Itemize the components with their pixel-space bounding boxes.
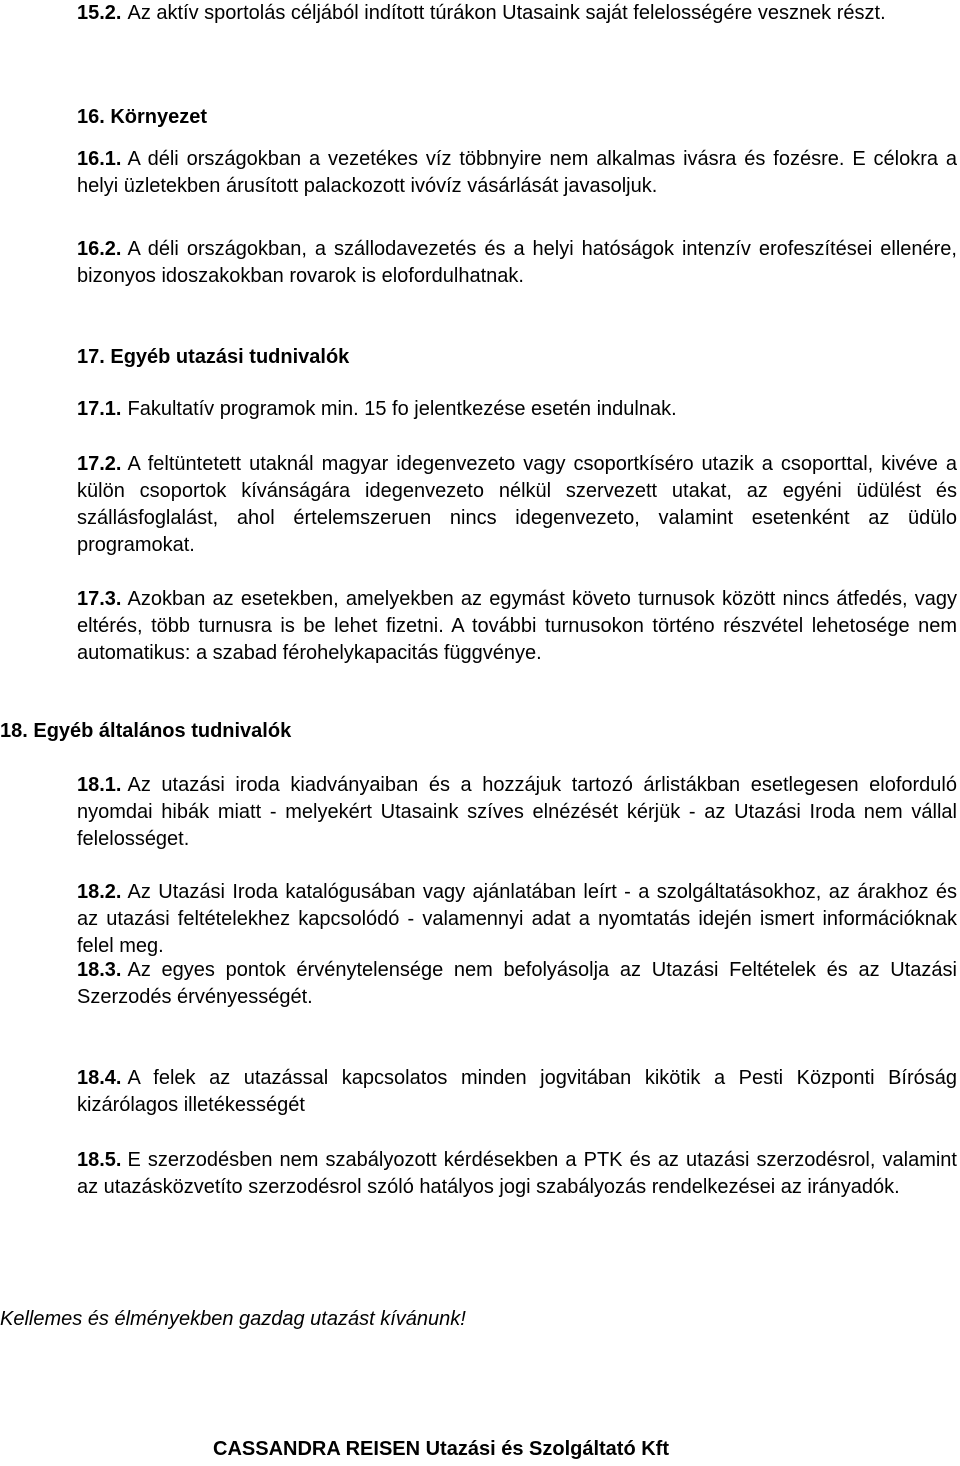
paragraph-text: Fakultatív programok min. 15 fo jelentkezése esetén indulnak.	[127, 398, 677, 420]
paragraph-number: 15.2.	[77, 2, 122, 24]
paragraph-text: Az egyes pontok érvénytelensége nem befolyásolja az Utazási Feltételek és az Utazási Szerzodés érvényességét.	[77, 959, 957, 1008]
paragraph-number: 16.2.	[77, 238, 122, 260]
paragraph-number: 16.1.	[77, 148, 122, 170]
paragraph-17-2	[77, 451, 957, 559]
paragraph-text: A déli országokban a vezetékes víz többnyire nem alkalmas ivásra és fozésre. E célokra a helyi üzletekben árusított palackozott ivóvíz vásárlását javasoljuk.	[77, 148, 957, 197]
paragraph-18-5	[77, 1147, 957, 1201]
paragraph-16-1	[77, 146, 957, 200]
section-heading-18: 18. Egyéb általános tudnivalók	[0, 720, 292, 742]
paragraph-17-1	[77, 396, 957, 423]
paragraph-18-2	[77, 879, 957, 960]
paragraph-text: A felek az utazással kapcsolatos minden jogvitában kikötik a Pesti Központi Bíróság kizárólagos illetékességét	[77, 1067, 957, 1116]
paragraph-text: Az aktív sportolás céljából indított túrákon Utasaink saját felelosségére vesznek részt.	[127, 2, 886, 24]
paragraph-16-2	[77, 236, 957, 290]
paragraph-text: Azokban az esetekben, amelyekben az egymást követo turnusok között nincs átfedés, vagy eltérés, több turnusra is be lehet fizetni. A további turnusokon történo részvétel lehetosége nem automatikus: a szabad férohelykapacitás függvénye.	[77, 588, 957, 664]
paragraph-text: Az Utazási Iroda katalógusában vagy ajánlatában leírt - a szolgáltatásokhoz, az árakhoz és az utazási feltételekhez kapcsolódó - valamennyi adat a nyomtatás idején ismert információknak felel meg.	[77, 881, 957, 957]
paragraph-number: 18.4.	[77, 1067, 122, 1089]
closing-greeting: Kellemes és élményekben gazdag utazást kívánunk!	[0, 1308, 466, 1330]
paragraph-15-2	[77, 0, 957, 27]
paragraph-18-4	[77, 1065, 957, 1119]
paragraph-text: Az utazási iroda kiadványaiban és a hozzájuk tartozó árlistákban esetlegesen eloforduló nyomdai hibák miatt - melyekért Utasaink szíves elnézését kérjük - az Utazási Iroda nem vállal felelosséget.	[77, 774, 957, 850]
paragraph-text: A déli országokban, a szállodavezetés és a helyi hatóságok intenzív erofeszítései ellenére, bizonyos idoszakokban rovarok is elofordulhatnak.	[77, 238, 957, 287]
company-footer: CASSANDRA REISEN Utazási és Szolgáltató Kft	[213, 1438, 669, 1460]
section-heading-17: 17. Egyéb utazási tudnivalók	[77, 346, 350, 368]
paragraph-17-3	[77, 586, 957, 667]
paragraph-number: 17.2.	[77, 453, 122, 475]
paragraph-number: 17.1.	[77, 398, 122, 420]
paragraph-18-1	[77, 772, 957, 853]
paragraph-number: 18.2.	[77, 881, 122, 903]
paragraph-18-3	[77, 957, 957, 1011]
paragraph-number: 18.3.	[77, 959, 122, 981]
paragraph-number: 17.3.	[77, 588, 122, 610]
paragraph-text: E szerzodésben nem szabályozott kérdésekben a PTK és az utazási szerzodésrol, valamint az utazásközvetíto szerzodésrol szóló hatályos jogi szabályozás rendelkezései az irányadók.	[77, 1149, 957, 1198]
paragraph-text: A feltüntetett utaknál magyar idegenvezeto vagy csoportkísérо utazik a csoporttal, kivéve a külön csoportok kívánságára idegenvezeto nélkül szervezett utakat, az egyéni üdülést és szállásfoglalást, ahol értelemszeruen nincs idegenvezeto, valamint esetenként az üdülo programokat.	[77, 453, 957, 556]
paragraph-number: 18.1.	[77, 774, 122, 796]
section-heading-16: 16. Környezet	[77, 106, 208, 128]
paragraph-number: 18.5.	[77, 1149, 122, 1171]
